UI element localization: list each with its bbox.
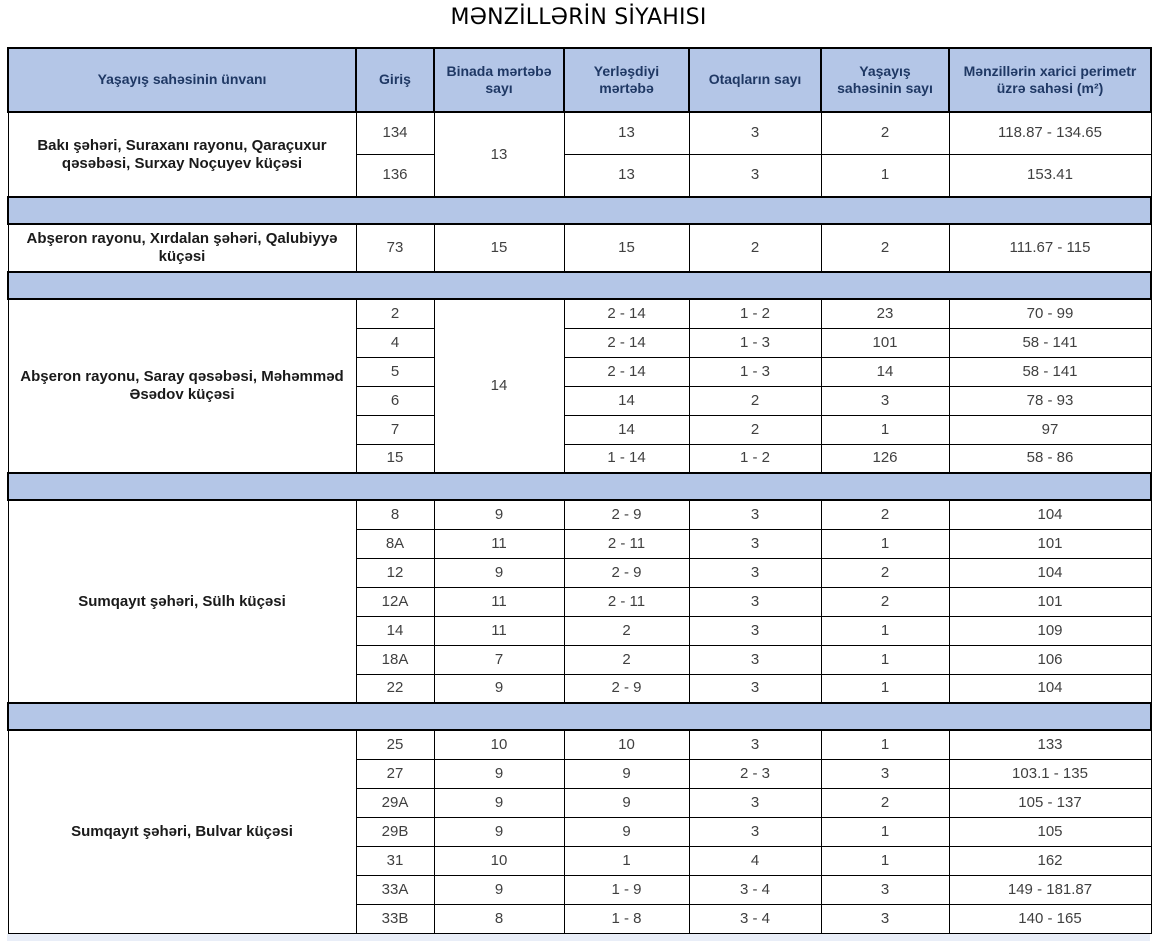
entrance-cell: 33A [356,875,434,904]
rooms-cell: 2 [689,386,821,415]
header-rooms: Otaqların sayı [689,48,821,112]
area-cell: 111.67 - 115 [949,224,1151,272]
units-cell: 101 [821,328,949,357]
table-row [8,500,1151,529]
building-floors-cell: 9 [434,875,564,904]
entrance-cell: 29B [356,817,434,846]
units-cell: 23 [821,299,949,328]
building-floors-cell: 9 [434,500,564,529]
area-cell: 97 [949,415,1151,444]
units-cell: 1 [821,415,949,444]
rooms-cell: 4 [689,846,821,875]
table-row [8,299,1151,328]
rooms-cell: 3 [689,529,821,558]
header-address: Yaşayış sahəsinin ünvanı [8,48,356,112]
header-entrance: Giriş [356,48,434,112]
entrance-cell: 33B [356,904,434,933]
rooms-cell: 1 - 2 [689,444,821,473]
units-cell: 14 [821,357,949,386]
header-units: Yaşayış sahəsinin sayı [821,48,949,112]
table-header [8,48,1151,112]
separator-band [8,197,1151,224]
rooms-cell: 1 - 3 [689,357,821,386]
building-floors-cell: 9 [434,788,564,817]
units-cell: 126 [821,444,949,473]
page-title: MƏNZİLLƏRİN SİYAHISI [450,5,707,30]
entrance-cell: 8 [356,500,434,529]
area-cell: 140 - 165 [949,904,1151,933]
located-floor-cell: 15 [564,224,689,272]
units-cell: 1 [821,645,949,674]
table-row [8,112,1151,154]
located-floor-cell: 9 [564,817,689,846]
rooms-cell: 3 - 4 [689,875,821,904]
units-cell: 1 [821,154,949,197]
units-cell: 2 [821,587,949,616]
units-cell: 3 [821,904,949,933]
header-located-floor: Yerləşdiyi mərtəbə [564,48,689,112]
rooms-cell: 3 [689,558,821,587]
table-row [8,224,1151,272]
located-floor-cell: 1 [564,846,689,875]
entrance-cell: 6 [356,386,434,415]
units-cell: 2 [821,112,949,154]
area-cell: 105 - 137 [949,788,1151,817]
units-cell: 3 [821,875,949,904]
building-floors-cell: 10 [434,846,564,875]
rooms-cell: 2 - 3 [689,759,821,788]
separator-band [8,473,1151,500]
area-cell: 104 [949,674,1151,703]
located-floor-cell: 2 - 9 [564,674,689,703]
separator-row [8,703,1151,730]
separator-band [8,272,1151,299]
address-cell: Bakı şəhəri, Suraxanı rayonu, Qaraçuxur qəsəbəsi, Surxay Noçuyev küçəsi [8,112,356,197]
building-floors-cell: 15 [434,224,564,272]
entrance-cell: 134 [356,112,434,154]
rooms-cell: 3 [689,730,821,759]
located-floor-cell: 2 - 14 [564,328,689,357]
separator-row [8,197,1151,224]
units-cell: 2 [821,500,949,529]
located-floor-cell: 1 - 14 [564,444,689,473]
located-floor-cell: 14 [564,386,689,415]
rooms-cell: 3 [689,112,821,154]
located-floor-cell: 9 [564,788,689,817]
entrance-cell: 7 [356,415,434,444]
entrance-cell: 25 [356,730,434,759]
building-floors-cell: 7 [434,645,564,674]
entrance-cell: 14 [356,616,434,645]
area-cell: 103.1 - 135 [949,759,1151,788]
located-floor-cell: 9 [564,759,689,788]
located-floor-cell: 1 - 8 [564,904,689,933]
apartments-table [7,47,1152,934]
address-cell: Abşeron rayonu, Saray qəsəbəsi, Məhəmməd Əsədov küçəsi [8,299,356,473]
building-floors-cell: 14 [434,299,564,473]
entrance-cell: 5 [356,357,434,386]
separator-row [8,272,1151,299]
rooms-cell: 3 [689,674,821,703]
address-cell: Sumqayıt şəhəri, Sülh küçəsi [8,500,356,703]
units-cell: 1 [821,674,949,703]
located-floor-cell: 13 [564,112,689,154]
entrance-cell: 73 [356,224,434,272]
units-cell: 1 [821,730,949,759]
entrance-cell: 15 [356,444,434,473]
entrance-cell: 18A [356,645,434,674]
units-cell: 2 [821,224,949,272]
building-floors-cell: 11 [434,587,564,616]
table-row [8,730,1151,759]
rooms-cell: 3 [689,154,821,197]
building-floors-cell: 11 [434,616,564,645]
units-cell: 2 [821,788,949,817]
area-cell: 149 - 181.87 [949,875,1151,904]
rooms-cell: 1 - 3 [689,328,821,357]
building-floors-cell: 8 [434,904,564,933]
rooms-cell: 3 [689,587,821,616]
address-cell: Abşeron rayonu, Xırdalan şəhəri, Qalubiyyə küçəsi [8,224,356,272]
area-cell: 109 [949,616,1151,645]
area-cell: 105 [949,817,1151,846]
entrance-cell: 12A [356,587,434,616]
header-area: Mənzillərin xarici perimetr üzrə sahəsi (m²) [949,48,1151,112]
located-floor-cell: 2 - 9 [564,500,689,529]
area-cell: 104 [949,500,1151,529]
area-cell: 118.87 - 134.65 [949,112,1151,154]
located-floor-cell: 2 - 11 [564,529,689,558]
building-floors-cell: 9 [434,759,564,788]
separator-row [8,473,1151,500]
units-cell: 3 [821,759,949,788]
units-cell: 1 [821,846,949,875]
located-floor-cell: 2 [564,616,689,645]
units-cell: 2 [821,558,949,587]
area-cell: 78 - 93 [949,386,1151,415]
building-floors-cell: 13 [434,112,564,197]
located-floor-cell: 2 [564,645,689,674]
entrance-cell: 8A [356,529,434,558]
rooms-cell: 3 [689,616,821,645]
entrance-cell: 27 [356,759,434,788]
entrance-cell: 2 [356,299,434,328]
building-floors-cell: 11 [434,529,564,558]
area-cell: 58 - 141 [949,357,1151,386]
area-cell: 58 - 141 [949,328,1151,357]
located-floor-cell: 2 - 14 [564,357,689,386]
area-cell: 106 [949,645,1151,674]
entrance-cell: 22 [356,674,434,703]
rooms-cell: 3 [689,645,821,674]
area-cell: 58 - 86 [949,444,1151,473]
building-floors-cell: 9 [434,817,564,846]
separator-band [8,703,1151,730]
rooms-cell: 3 [689,500,821,529]
area-cell: 104 [949,558,1151,587]
rooms-cell: 1 - 2 [689,299,821,328]
rooms-cell: 3 - 4 [689,904,821,933]
entrance-cell: 4 [356,328,434,357]
building-floors-cell: 10 [434,730,564,759]
rooms-cell: 3 [689,788,821,817]
rooms-cell: 2 [689,415,821,444]
area-cell: 101 [949,587,1151,616]
area-cell: 153.41 [949,154,1151,197]
units-cell: 3 [821,386,949,415]
building-floors-cell: 9 [434,674,564,703]
units-cell: 1 [821,817,949,846]
header-building-floors: Binada mərtəbə sayı [434,48,564,112]
address-cell: Sumqayıt şəhəri, Bulvar küçəsi [8,730,356,933]
header-row [8,48,1151,112]
located-floor-cell: 14 [564,415,689,444]
area-cell: 133 [949,730,1151,759]
partial-separator-row [7,934,1150,941]
units-cell: 1 [821,616,949,645]
entrance-cell: 12 [356,558,434,587]
entrance-cell: 31 [356,846,434,875]
units-cell: 1 [821,529,949,558]
located-floor-cell: 13 [564,154,689,197]
rooms-cell: 3 [689,817,821,846]
area-cell: 70 - 99 [949,299,1151,328]
located-floor-cell: 2 - 14 [564,299,689,328]
building-floors-cell: 9 [434,558,564,587]
area-cell: 101 [949,529,1151,558]
located-floor-cell: 2 - 9 [564,558,689,587]
rooms-cell: 2 [689,224,821,272]
located-floor-cell: 1 - 9 [564,875,689,904]
entrance-cell: 136 [356,154,434,197]
entrance-cell: 29A [356,788,434,817]
area-cell: 162 [949,846,1151,875]
located-floor-cell: 10 [564,730,689,759]
located-floor-cell: 2 - 11 [564,587,689,616]
